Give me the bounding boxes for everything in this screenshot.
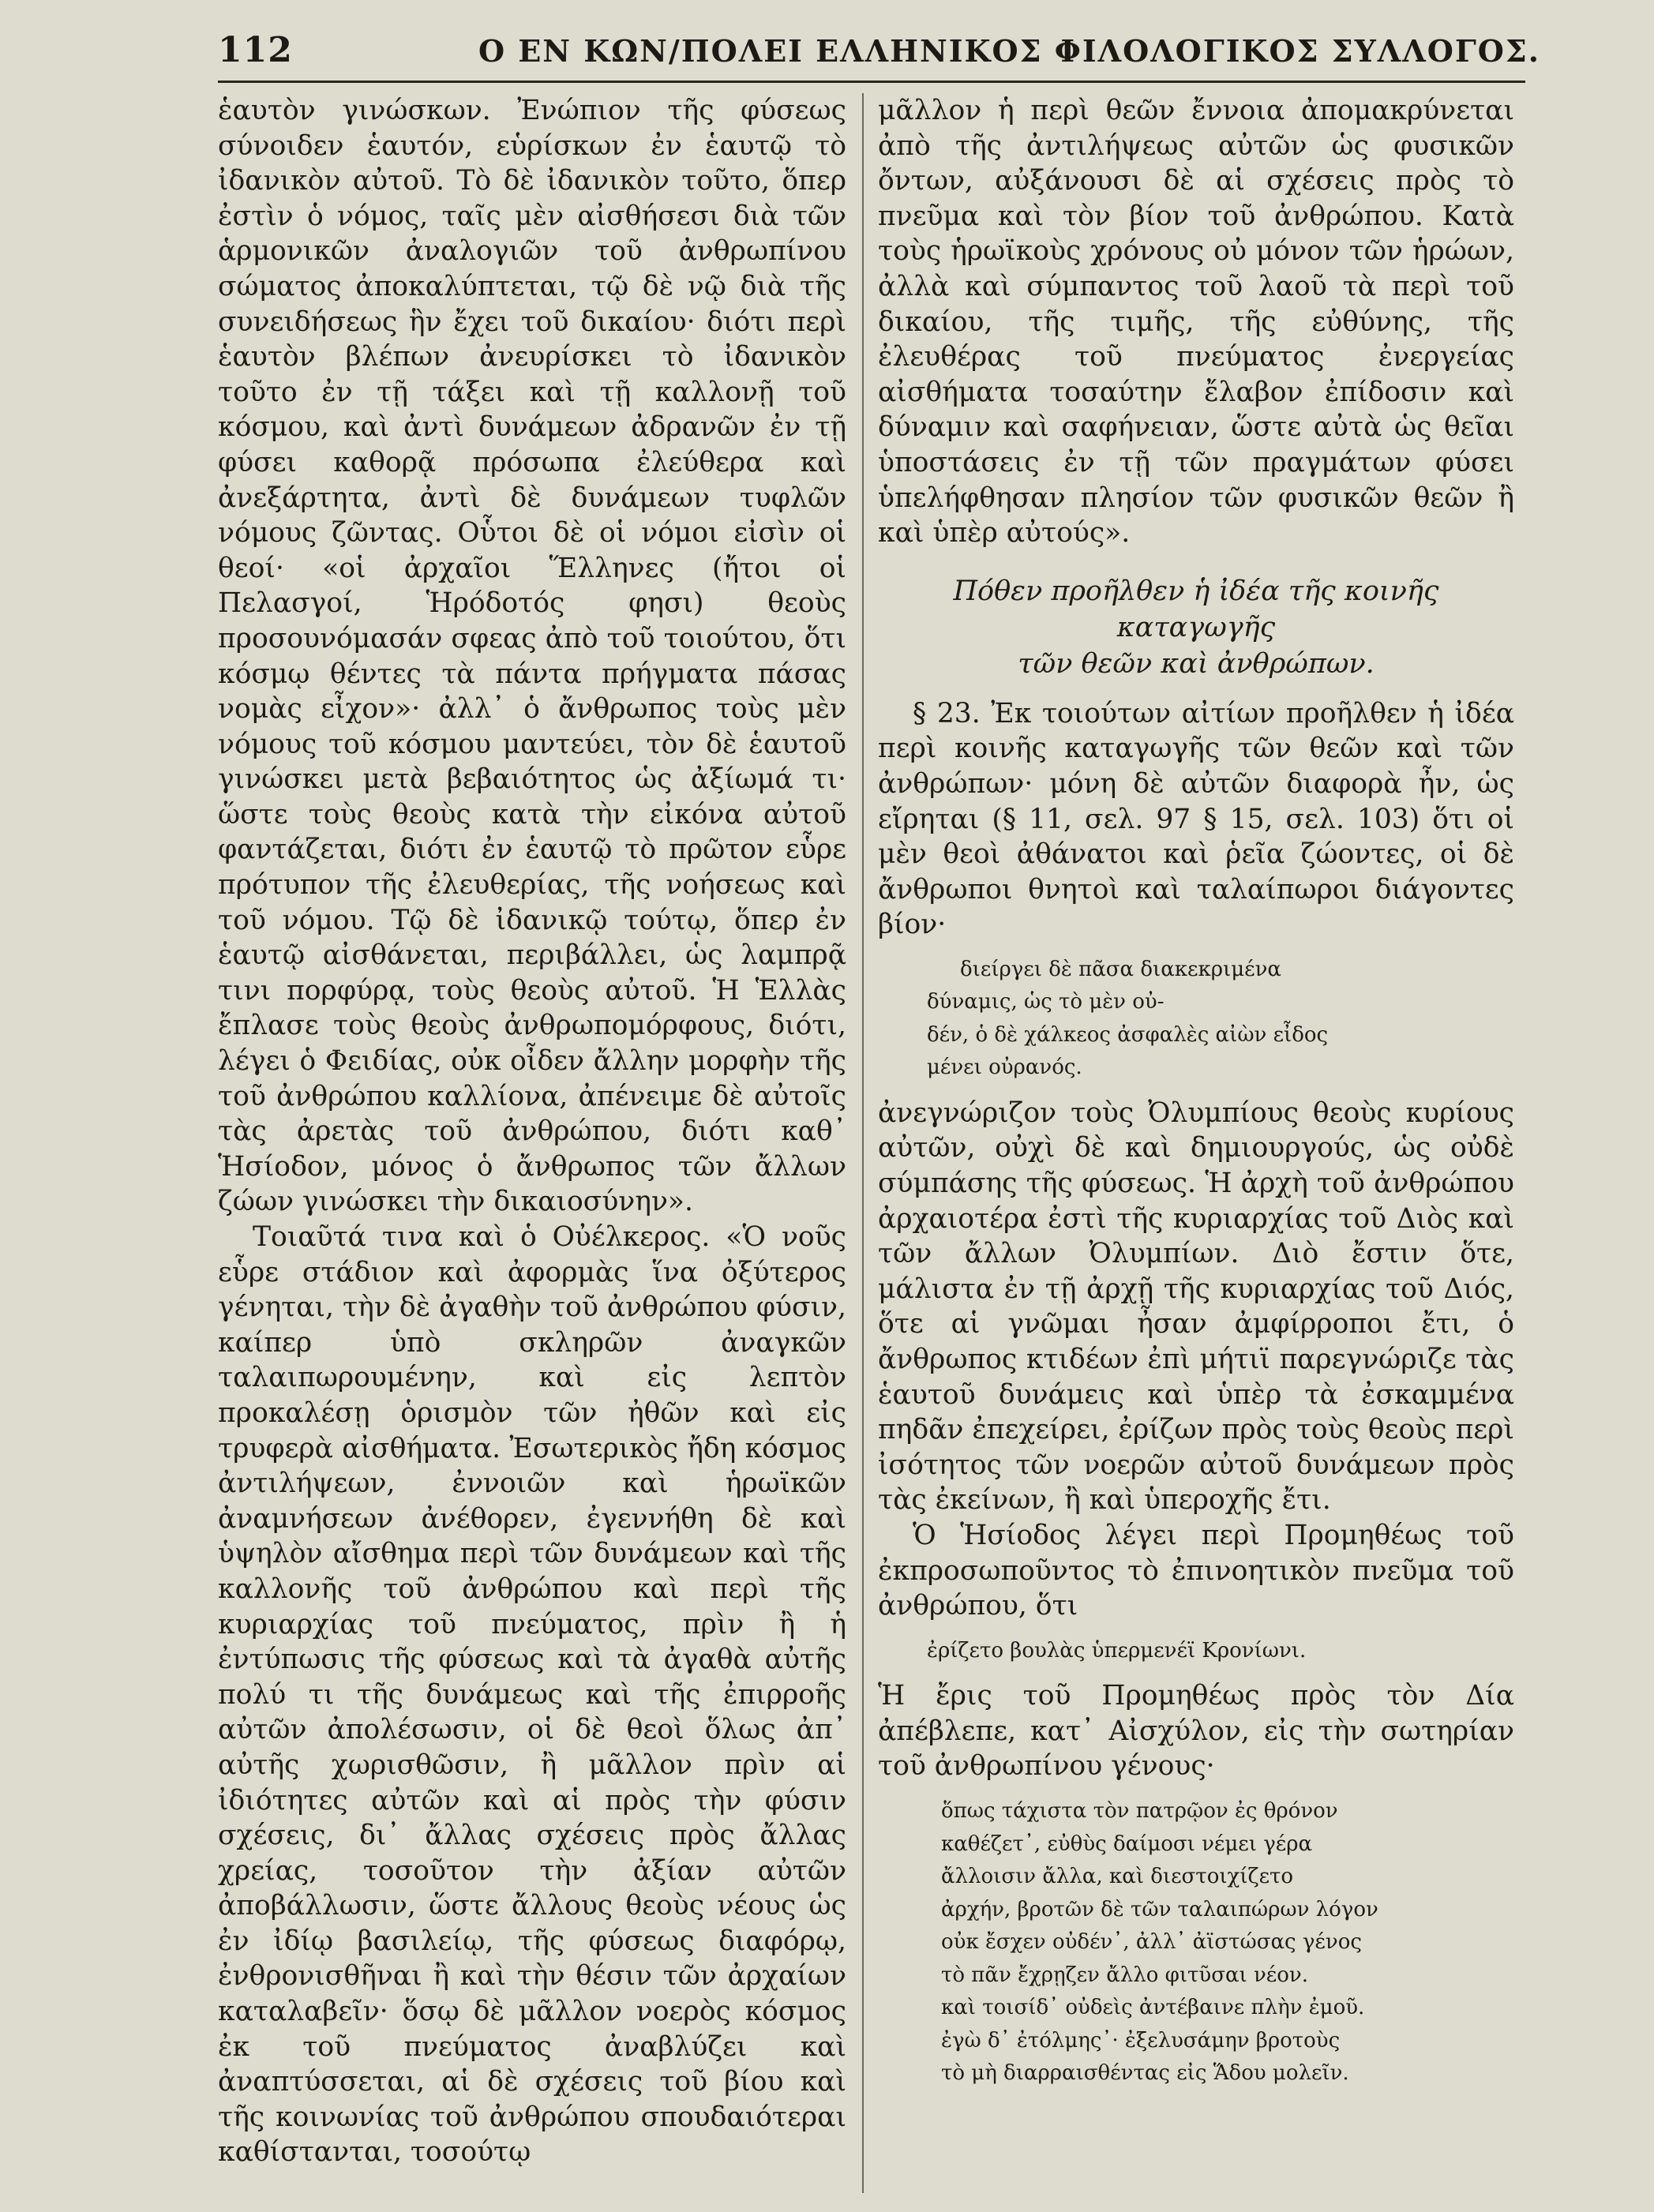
verse-line: τὸ μὴ διαρραισθέντας εἰς Ἅδου μολεῖν.	[941, 2061, 1349, 2086]
right-paragraph-4: Ὁ Ἡσίοδος λέγει περὶ Προμηθέως τοῦ ἐκπροσωποῦντος τὸ ἐπινοητικὸν πνεῦμα τοῦ ἀνθρώπου, ὅτι	[878, 1520, 1514, 1622]
left-paragraph-1: ἑαυτὸν γινώσκων. Ἐνώπιον τῆς φύσεως σύνοιδεν ἑαυτόν, εὑρίσκων ἐν ἑαυτῷ τὸ ἰδανικὸν αὐτοῦ. Τὸ δὲ ἰδανικὸν τοῦτο, ὅπερ ἐστὶν ὁ νόμος, ταῖς μὲν αἰσθήσεσι διὰ τῶν ἁρμονικῶν ἀναλογιῶν τοῦ ἀνθρωπίνου σώματος ἀποκαλύπτεται, τῷ δὲ νῷ διὰ τῆς συνειδήσεως ἣν ἔχει τοῦ δικαίου· διότι περὶ ἑαυτὸν βλέπων ἀνευρίσκει τὸ ἰδανικὸν τοῦτο ἐν τῇ τάξει καὶ τῇ καλλονῇ τοῦ κόσμου, καὶ ἀντὶ δυνάμεων ἀδρανῶν ἐν τῇ φύσει καθορᾷ πρόσωπα ἐλεύθερα καὶ ἀνεξάρτητα, ἀντὶ δὲ δυνάμεων τυφλῶν νόμους ζῶντας. Οὗτοι δὲ οἱ νόμοι εἰσὶν οἱ θεοί· «οἱ ἀρχαῖοι Ἕλληνες (ἤτοι οἱ Πελασγοί, Ἡρόδοτός φησι) θεοὺς προσουνόμασάν σφεας ἀπὸ τοῦ τοιούτου, ὅτι κόσμῳ θέντες τὰ πάντα πρήγματα πάσας νομὰς εἶχον»· ἀλλ᾽ ὁ ἄνθρωπος τοὺς μὲν νόμους τοῦ κόσμου μαντεύει, τὸν δὲ ἑαυτοῦ γινώσκει μετὰ βεβαιότητος ὡς ἀξίωμά τι· ὥστε τοὺς θεοὺς κατὰ τὴν εἰκόνα αὐτοῦ φαντάζεται, διότι ἐν ἑαυτῷ τὸ πρῶτον εὗρε πρότυπον τῆς ἐλευθερίας, τῆς νοήσεως καὶ τοῦ νόμου. Τῷ δὲ ἰδανικῷ τούτῳ, ὅπερ ἐν ἑαυτῷ αἰσθάνεται, περιβάλλει, ὡς λαμπρᾷ τινι πορφύρᾳ, τοὺς θεοὺς αὐτοῦ. Ἡ Ἑλλὰς ἔπλασε τοὺς θεοὺς ἀνθρωπομόρφους, διότι, λέγει ὁ Φειδίας, οὐκ οἶδεν ἄλλην μορφὴν τῆς τοῦ ἀνθρώπου καλλίονα, ἀπένειμε δὲ αὐτοῖς τὰς ἀρετὰς τοῦ ἀνθρώπου, διότι καθ᾽ Ἡσίοδον, μόνος ὁ ἄνθρωπος τῶν ἄλλων ζώων γινώσκει τὴν δικαιοσύνην».	[218, 95, 846, 1218]
verse-line: μένει οὐρανός.	[927, 1055, 1082, 1080]
verse-line: δύναμις, ὡς τὸ μὲν οὐ-	[927, 990, 1165, 1014]
column-divider	[862, 93, 864, 2193]
page-number: 112	[218, 30, 293, 70]
verse-line: οὐκ ἔσχεν οὐδέν᾽, ἀλλ᾽ ἀϊστώσας γένος	[941, 1930, 1362, 1955]
section-heading	[878, 573, 1514, 682]
right-column	[878, 93, 1514, 2101]
verse-line: καὶ τοισίδ᾽ οὐδεὶς ἀντέβαινε πλὴν ἐμοῦ.	[941, 1996, 1365, 2020]
running-title: Ο ΕΝ ΚΩΝ/ΠΟΛΕΙ ΕΛΛΗΝΙΚΟΣ ΦΙΛΟΛΟΓΙΚΟΣ ΣΥΛΛΟΓΟΣ.	[478, 33, 1540, 69]
section-heading-line-2: τῶν θεῶν καὶ ἀνθρώπων.	[1018, 647, 1375, 680]
section-heading-line-1: Πόθεν προῆλθεν ἡ ἰδέα τῆς κοινῆς καταγωγῆς	[953, 575, 1439, 643]
verse-line: ἐγὼ δ᾽ ἐτόλμης᾽· ἐξελυσάμην βροτοὺς	[941, 2028, 1341, 2053]
left-column	[218, 93, 846, 2170]
right-paragraph-3: ἀνεγνώριζον τοὺς Ὀλυμπίους θεοὺς κυρίους αὐτῶν, οὐχὶ δὲ καὶ δημιουργούς, ὡς οὐδὲ σύμπάσης τῆς φύσεως. Ἡ ἀρχὴ τοῦ ἀνθρώπου ἀρχαιοτέρα ἐστὶ τῆς κυριαρχίας τοῦ Διὸς καὶ τῶν ἄλλων Ὀλυμπίων. Διὸ ἔστιν ὅτε, μάλιστα ἐν τῇ ἀρχῇ τῆς κυριαρχίας τοῦ Διός, ὅτε αἱ γνῶμαι ἦσαν ἀμφίρροποι ἔτι, ὁ ἄνθρωπος κτιδέων ἐπὶ μήτιϊ παρεγνώριζε τὰς ἑαυτοῦ δυνάμεις καὶ ὑπὲρ τὰ ἐσκαμμένα πηδᾶν ἐπεχείρει, ἐρίζων πρὸς τοὺς θεοὺς περὶ ἰσότητος τῶν νοερῶν αὐτοῦ δυνάμεων πρὸς τὰς ἐκείνων, ἢ καὶ ὑπεροχῆς ἔτι.	[878, 1097, 1514, 1517]
verse-line: διείργει δὲ πᾶσα διακεκριμένα	[960, 957, 1281, 981]
verse-quote-3	[941, 1795, 1514, 2090]
verse-line: ἀρχήν, βροτῶν δὲ τῶν ταλαιπώρων λόγον	[941, 1897, 1378, 1921]
verse-line: καθέζετ᾽, εὐθὺς δαίμοσι νέμει γέρα	[941, 1831, 1313, 1856]
right-paragraph-5: Ἡ ἔρις τοῦ Προμηθέως πρὸς τὸν Δία ἀπέβλεπε, κατ᾽ Αἰσχύλον, εἰς τὴν σωτηρίαν τοῦ ἀνθρωπίνου γένους·	[878, 1680, 1514, 1783]
header-rule	[218, 81, 1525, 83]
verse-quote-1	[927, 954, 1514, 1085]
verse-line: τὸ πᾶν ἔχρῃζεν ἄλλο φιτῦσαι νέον.	[941, 1963, 1309, 1987]
verse-line: ἐρίζετο βουλὰς ὑπερμενέϊ Κρονίωνι.	[927, 1638, 1307, 1663]
verse-line: ἄλλοισιν ἄλλα, καὶ διεστοιχίζετο	[941, 1865, 1294, 1889]
left-paragraph-2: Τοιαῦτά τινα καὶ ὁ Οὐέλκερος. «Ὁ νοῦς εὗρε στάδιον καὶ ἀφορμὰς ἵνα ὀξύτερος γένηται, τὴν δὲ ἀγαθὴν τοῦ ἀνθρώπου φύσιν, καίπερ ὑπὸ σκληρῶν ἀναγκῶν ταλαιπωρουμένην, καὶ εἰς λεπτὸν προκαλέσῃ ὁρισμὸν τῶν ἠθῶν καὶ εἰς τρυφερὰ αἰσθήματα. Ἐσωτερικὸς ἤδη κόσμος ἀντιλήψεων, ἐννοιῶν καὶ ἡρωϊκῶν ἀναμνήσεων ἀνέθορεν, ἐγεννήθη δὲ καὶ ὑψηλὸν αἴσθημα περὶ τῶν δυνάμεων καὶ τῆς καλλονῆς τοῦ ἀνθρώπου καὶ περὶ τῆς κυριαρχίας τοῦ πνεύματος, πρὶν ἢ ἡ ἐντύπωσις τῆς φύσεως καὶ τὰ ἀγαθὰ αὐτῆς πολύ τι τῆς δυνάμεως καὶ τῆς ἐπιρροῆς αὐτῶν ἀπολέσωσιν, οἱ δὲ θεοὶ ὅλως ἀπ᾽ αὐτῆς χωρισθῶσιν, ἢ μᾶλλον πρὶν αἱ ἰδιότητες αὐτῶν καὶ αἱ πρὸς τὴν φύσιν σχέσεις, δι᾽ ἄλλας σχέσεις πρὸς ἄλλας χρείας, τοσοῦτον τὴν ἀξίαν αὐτῶν ἀποβάλλωσιν, ὥστε ἄλλους θεοὺς νέους ὡς ἐν ἰδίῳ βασιλείῳ, τῆς φύσεως διαφόρῳ, ἐνθρονισθῆναι ἢ καὶ τὴν θέσιν τῶν ἀρχαίων καταλαβεῖν· ὅσῳ δὲ μᾶλλον νοερὸς κόσμος ἐκ τοῦ πνεύματος ἀναβλύζει καὶ ἀναπτύσσεται, αἱ δὲ σχέσεις τοῦ βίου καὶ τῆς κοινωνίας τοῦ ἀνθρώπου σπουδαιότεραι καθίστανται, τοσούτῳ	[218, 1221, 846, 2169]
verse-line: ὅπως τάχιστα τὸν πατρῷον ἐς θρόνον	[941, 1799, 1338, 1824]
right-paragraph-1: μᾶλλον ἡ περὶ θεῶν ἔννοια ἀπομακρύνεται ἀπὸ τῆς ἀντιλήψεως αὐτῶν ὡς φυσικῶν ὄντων, αὐξάνουσι δὲ αἱ σχέσεις πρὸς τὸ πνεῦμα καὶ τὸν βίον τοῦ ἀνθρώπου. Κατὰ τοὺς ἡρωϊκοὺς χρόνους οὐ μόνον τῶν ἡρώων, ἀλλὰ καὶ σύμπαντος τοῦ λαοῦ τὰ περὶ τοῦ δικαίου, τῆς τιμῆς, τῆς εὐθύνης, τῆς ἐλευθέρας τοῦ πνεύματος ἐνεργείας αἰσθήματα τοσαύτην ἔλαβον ἐπίδοσιν καὶ δύναμιν καὶ σαφήνειαν, ὥστε αὐτὰ ὡς θεῖαι ὑποστάσεις ἐν τῇ τῶν πραγμάτων φύσει ὑπελήφθησαν πλησίον τῶν φυσικῶν θεῶν ἢ καὶ ὑπὲρ αὐτούς».	[878, 95, 1514, 549]
verse-quote-2	[927, 1635, 1514, 1668]
right-paragraph-2: § 23. Ἐκ τοιούτων αἰτίων προῆλθεν ἡ ἰδέα περὶ κοινῆς καταγωγῆς τῶν θεῶν καὶ τῶν ἀνθρώπων· μόνη δὲ αὐτῶν διαφορὰ ἦν, ὡς εἴρηται (§ 11, σελ. 97 § 15, σελ. 103) ὅτι οἱ μὲν θεοὶ ἀθάνατοι καὶ ῥεῖα ζώοντες, οἱ δὲ ἄνθρωποι θνητοὶ καὶ ταλαίπωροι διάγοντες βίον·	[878, 697, 1514, 941]
verse-line: δέν, ὁ δὲ χάλκεος ἀσφαλὲς αἰὼν εἶδος	[927, 1022, 1329, 1047]
page-header	[218, 30, 1540, 77]
